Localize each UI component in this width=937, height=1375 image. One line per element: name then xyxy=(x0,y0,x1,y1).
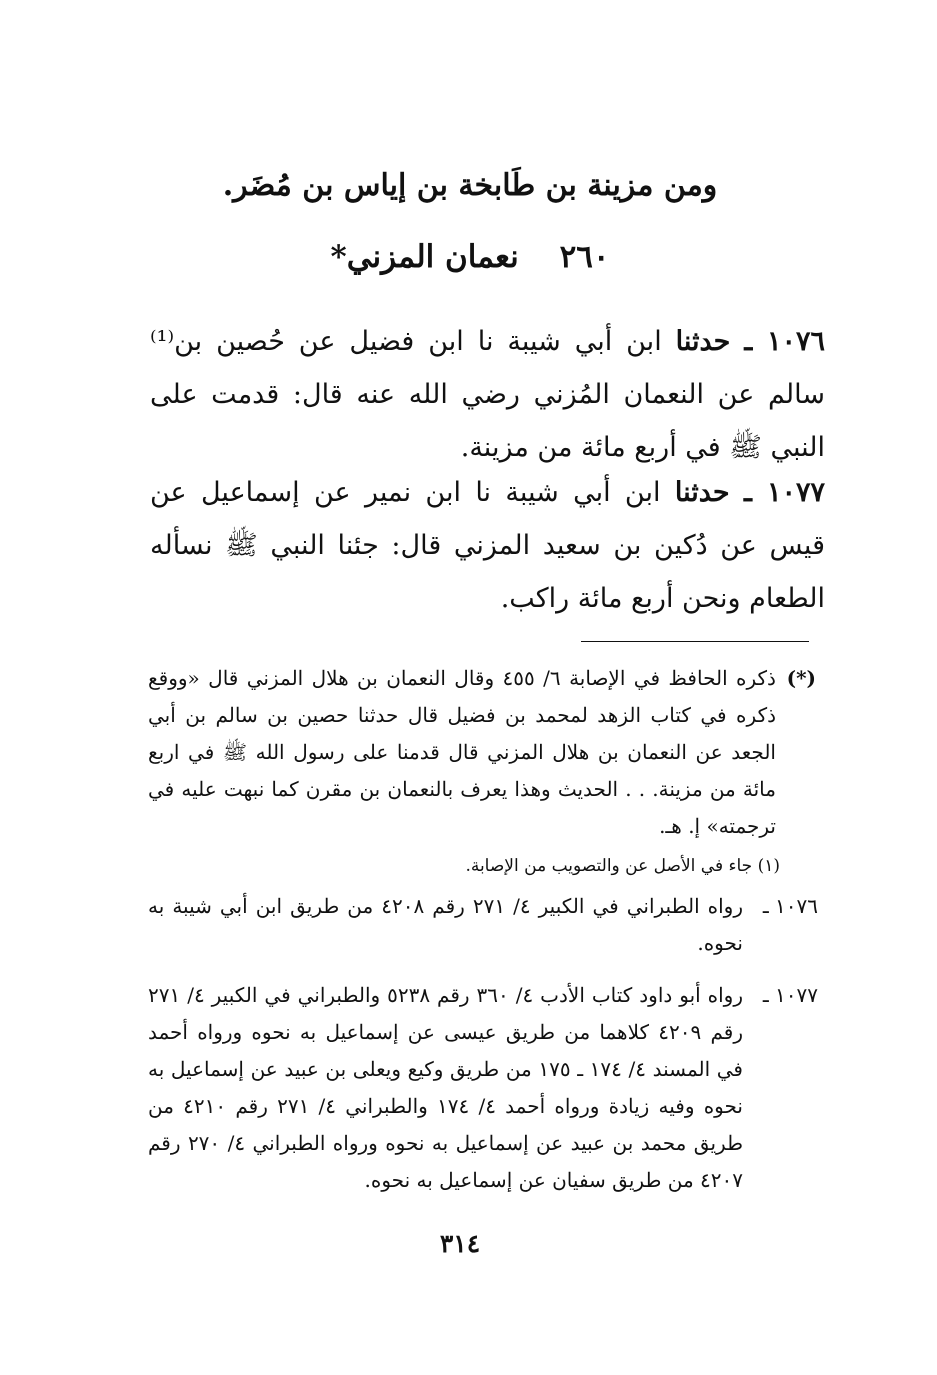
footnote-star-marker: (*) xyxy=(786,666,816,690)
takhrij-1076 xyxy=(148,888,818,962)
takhrij-1077 xyxy=(148,977,818,1199)
chapter-heading xyxy=(120,232,820,282)
page-number: ٣١٤ xyxy=(439,1229,481,1258)
takhrij-number: ١٠٧٦ ـ xyxy=(762,894,818,918)
hadith-lead: حدثنا xyxy=(675,326,731,357)
chapter-number: ٢٦٠ xyxy=(559,239,610,275)
hadith-1077 xyxy=(150,466,825,625)
hadith-lead: حدثنا xyxy=(674,477,730,508)
footnote-1: (١) جاء في الأصل عن والتصويب من الإصابة. xyxy=(465,856,780,876)
chapter-title: نعمان المزني* xyxy=(330,239,519,275)
hadith-text: ابن أبي شيبة نا ابن فضيل عن حُصين بن⁽¹⁾ سالم عن النعمان المُزني رضي الله عنه قال: قدمت على النبي ﷺ في أربع مائة من مزينة. xyxy=(150,326,825,463)
hadith-number: ١٠٧٧ ـ xyxy=(743,477,825,508)
takhrij-text: رواه الطبراني في الكبير ٤/ ٢٧١ رقم ٤٢٠٨ من طريق ابن أبي شيبة به نحوه. xyxy=(148,894,743,955)
hadith-number: ١٠٧٦ ـ xyxy=(744,326,825,357)
section-heading: ومن مزينة بن طَابخة بن إياس بن مُضَر. xyxy=(222,168,718,203)
takhrij-number: ١٠٧٧ ـ xyxy=(762,983,818,1007)
footnote-divider xyxy=(581,641,809,642)
takhrij-text: رواه أبو داود كتاب الأدب ٤/ ٣٦٠ رقم ٥٢٣٨ والطبراني في الكبير ٤/ ٢٧١ رقم ٤٢٠٩ كلاهما من طريق عيسى عن إسماعيل به نحوه ورواه أحمد في المسند ٤/ ١٧٤ ـ ١٧٥ من طريق وكيع ويعلى بن عبيد عن إسماعيل به نحوه وفيه زيادة ورواه أحمد ٤/ ١٧٤ والطبراني ٤/ ٢٧١ رقم ٤٢١٠ من طريق محمد بن عبيد عن إسماعيل به نحوه ورواه الطبراني ٤/ ٢٧٠ رقم ٤٢٠٧ من طريق سفيان عن إسماعيل به نحوه. xyxy=(148,983,743,1192)
hadith-1076 xyxy=(150,315,825,474)
footnote-star xyxy=(148,660,816,845)
hadith-text: ابن أبي شيبة نا ابن نمير عن إسماعيل عن قيس عن دُكين بن سعيد المزني قال: جئنا النبي ﷺ نسأله الطعام ونحن أربع مائة راكب. xyxy=(150,477,825,614)
footnote-star-text: ذكره الحافظ في الإصابة ٦/ ٤٥٥ وقال النعمان بن هلال المزني قال «ووقع ذكره في كتاب الزهد لمحمد بن فضيل قال حدثنا حصين بن سالم بن أبي الجعد عن النعمان بن هلال المزني قال قدمنا على رسول الله ﷺ في اربع مائة من مزينة. . . الحديث وهذا يعرف بالنعمان بن مقرن كما نبهت عليه في ترجمته» إ. هـ. xyxy=(148,666,776,838)
